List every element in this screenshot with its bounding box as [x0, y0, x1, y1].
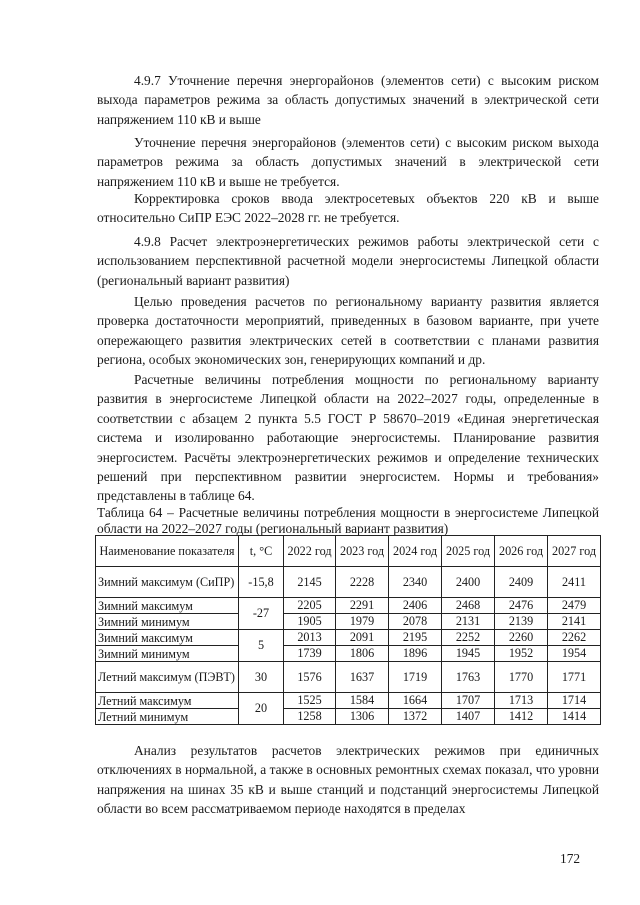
cell-value: 2228 — [336, 567, 389, 598]
power-consumption-table — [95, 535, 601, 725]
cell-value: 2260 — [495, 630, 548, 646]
table-row — [96, 567, 601, 598]
table-row — [96, 646, 601, 662]
cell-value: 2406 — [389, 598, 442, 614]
table-row — [96, 662, 601, 693]
row-name: Летний минимум — [96, 709, 239, 725]
cell-value: 2139 — [495, 614, 548, 630]
page-number: 172 — [560, 851, 581, 866]
table-row — [96, 693, 601, 709]
header-year-2026: 2026 год — [495, 536, 548, 567]
cell-value: 2195 — [389, 630, 442, 646]
cell-value: 2145 — [284, 567, 336, 598]
row-temperature: -27 — [239, 598, 284, 630]
cell-value: 1707 — [442, 693, 495, 709]
table-caption: Таблица 64 – Расчетные величины потребления мощности в энергосистеме Липецкой области на 2022–2027 годы (региональный вариант развития) — [97, 505, 599, 536]
table-row — [96, 614, 601, 630]
cell-value: 1763 — [442, 662, 495, 693]
header-year-2024: 2024 год — [389, 536, 442, 567]
cell-value: 1945 — [442, 646, 495, 662]
cell-value: 2262 — [548, 630, 601, 646]
cell-value: 1414 — [548, 709, 601, 725]
cell-value: 1954 — [548, 646, 601, 662]
cell-value: 2141 — [548, 614, 601, 630]
cell-value: 1719 — [389, 662, 442, 693]
header-temperature: t, °C — [239, 536, 284, 567]
row-temperature: -15,8 — [239, 567, 284, 598]
cell-value: 2411 — [548, 567, 601, 598]
row-name: Летний максимум (ПЭВТ) — [96, 662, 239, 693]
cell-value: 2479 — [548, 598, 601, 614]
section-heading-4-9-8: 4.9.8 Расчет электроэнергетических режимов работы электрической сети с использованием перспективной расчетной модели энергосистемы Липецкой области (региональный вариант развития) — [97, 234, 599, 288]
cell-value: 1637 — [336, 662, 389, 693]
cell-value: 1770 — [495, 662, 548, 693]
cell-value: 2205 — [284, 598, 336, 614]
row-temperature: 30 — [239, 662, 284, 693]
cell-value: 1664 — [389, 693, 442, 709]
row-name: Зимний максимум — [96, 630, 239, 646]
cell-value: 2409 — [495, 567, 548, 598]
cell-value: 2476 — [495, 598, 548, 614]
row-name: Зимний минимум — [96, 614, 239, 630]
cell-value: 2252 — [442, 630, 495, 646]
cell-value: 1713 — [495, 693, 548, 709]
cell-value: 2091 — [336, 630, 389, 646]
cell-value: 1576 — [284, 662, 336, 693]
cell-value: 1896 — [389, 646, 442, 662]
table-row — [96, 630, 601, 646]
paragraph-correction: Корректировка сроков ввода электросетевых объектов 220 кВ и выше относительно СиПР ЕЭС 2022–2028 гг. не требуется. — [97, 191, 599, 226]
cell-value: 2468 — [442, 598, 495, 614]
header-indicator: Наименование показателя — [96, 536, 239, 567]
cell-value: 1258 — [284, 709, 336, 725]
header-year-2027: 2027 год — [548, 536, 601, 567]
cell-value: 1905 — [284, 614, 336, 630]
cell-value: 1584 — [336, 693, 389, 709]
cell-value: 1739 — [284, 646, 336, 662]
cell-value: 2340 — [389, 567, 442, 598]
header-year-2022: 2022 год — [284, 536, 336, 567]
row-temperature: 5 — [239, 630, 284, 662]
cell-value: 1372 — [389, 709, 442, 725]
header-year-2023: 2023 год — [336, 536, 389, 567]
paragraph-calculated-values: Расчетные величины потребления мощности по региональному варианту развития в энергосистеме Липецкой области на 2022–2027 годы, определенные в соответствии с абзацем 2 пункта 5.5 ГОСТ Р 58670–2019 «Единая энергетическая система и изолированно работающие энергосистемы. Планирование развития энергосистем. Расчёты электроэнергетических режимов и определение технических решений при перспективном развитии энергосистем. Нормы и требования» представлены в таблице 64. — [97, 372, 599, 504]
cell-value: 1979 — [336, 614, 389, 630]
cell-value: 1407 — [442, 709, 495, 725]
cell-value: 2013 — [284, 630, 336, 646]
cell-value: 2078 — [389, 614, 442, 630]
row-name: Зимний максимум (СиПР) — [96, 567, 239, 598]
cell-value: 1806 — [336, 646, 389, 662]
cell-value: 1306 — [336, 709, 389, 725]
cell-value: 1714 — [548, 693, 601, 709]
table-header-row — [96, 536, 601, 567]
cell-value: 2400 — [442, 567, 495, 598]
table-row — [96, 598, 601, 614]
row-temperature: 20 — [239, 693, 284, 725]
cell-value: 1525 — [284, 693, 336, 709]
section-heading-4-9-7: 4.9.7 Уточнение перечня энергорайонов (элементов сети) с высоким риском выхода параметров режима за область допустимых значений в электрической сети напряжением 110 кВ и выше — [97, 73, 599, 127]
cell-value: 1952 — [495, 646, 548, 662]
row-name: Зимний минимум — [96, 646, 239, 662]
paragraph-purpose: Целью проведения расчетов по региональному варианту развития является проверка достаточности мероприятий, приведенных в базовом варианте, при учете опережающего развития электрических сетей в соответствии с планами развития региона, особых экономических зон, генерирующих компаний и др. — [97, 294, 599, 368]
cell-value: 1412 — [495, 709, 548, 725]
table-row — [96, 709, 601, 725]
cell-value: 2131 — [442, 614, 495, 630]
paragraph-refinement: Уточнение перечня энергорайонов (элементов сети) с высоким риском выхода параметров режима за область допустимых значений в электрической сети напряжением 110 кВ и выше не требуется. — [97, 135, 599, 189]
cell-value: 2291 — [336, 598, 389, 614]
paragraph-analysis: Анализ результатов расчетов электрических режимов при единичных отключениях в нормальной, а также в основных ремонтных схемах показал, что уровни напряжения на шинах 35 кВ и выше станций и подстанций энергосистемы Липецкой области во всем рассматриваемом периоде находятся в пределах — [97, 743, 599, 817]
row-name: Летний максимум — [96, 693, 239, 709]
cell-value: 1771 — [548, 662, 601, 693]
row-name: Зимний максимум — [96, 598, 239, 614]
header-year-2025: 2025 год — [442, 536, 495, 567]
